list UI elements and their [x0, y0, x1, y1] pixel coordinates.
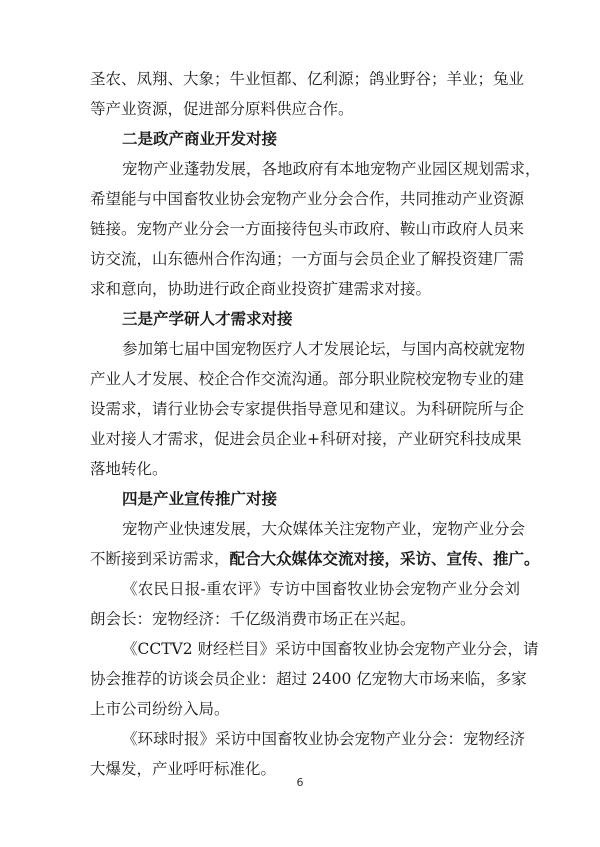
body-line: 参加第七届中国宠物医疗人才发展论坛，与国内高校就宠物	[122, 340, 526, 358]
body-line: 圣农、凤翔、大象；牛业恒都、亿利源；鸽业野谷；羊业；兔业	[90, 70, 525, 88]
body-line: 宠物产业蓬勃发展，各地政府有本地宠物产业园区规划需求，	[122, 160, 541, 178]
emphasis-text: 配合大众媒体交流对接，采访、宣传、推广。	[229, 550, 540, 568]
body-line	[90, 549, 540, 569]
body-line: 大爆发，产业呼吁标准化。	[90, 760, 277, 778]
body-line	[122, 639, 539, 659]
section-heading: 四是产业宣传推广对接	[122, 490, 278, 508]
body-line: 产业人才发展、校企合作交流沟通。部分职业院校宠物专业的建	[90, 370, 525, 388]
page-number: 6	[296, 776, 304, 789]
media-title: 《环球时报》	[122, 730, 216, 748]
body-line: 落地转化。	[90, 460, 168, 478]
body-line: 等产业资源，促进部分原料供应合作。	[90, 100, 354, 118]
body-text: 采访中国畜牧业协会宠物产业分会，请	[275, 640, 539, 658]
body-text: 专访中国畜牧业协会宠物产业分会刘	[268, 580, 520, 598]
body-line: 链接。宠物产业分会一方面接待包头市政府、鞍山市政府人员来	[90, 220, 525, 238]
body-line	[122, 579, 520, 599]
media-title: 《农民日报-重农评》	[122, 580, 269, 598]
body-line	[122, 729, 526, 749]
body-line: 宠物产业快速发展，大众媒体关注宠物产业，宠物产业分会	[122, 520, 526, 538]
body-line: 业对接人才需求，促进会员企业+科研对接，产业研究科技成果	[90, 430, 522, 448]
body-line: 设需求，请行业协会专家提供指导意见和建议。为科研院所与企	[90, 400, 525, 418]
section-heading: 三是产学研人才需求对接	[122, 310, 293, 328]
body-text: 采访中国畜牧业协会宠物产业分会：宠物经济	[215, 730, 526, 748]
body-line: 协会推荐的访谈会员企业：超过 2400 亿宠物大市场来临，多家	[90, 670, 527, 688]
body-line: 朗会长：宠物经济：千亿级消费市场正在兴起。	[90, 610, 416, 628]
body-line: 访交流，山东德州合作沟通；一方面与会员企业了解投资建厂需	[90, 250, 525, 268]
body-text: 不断接到采访需求，	[90, 550, 230, 568]
body-line: 上市公司纷纷入局。	[90, 700, 230, 718]
section-heading: 二是政产商业开发对接	[122, 130, 278, 148]
media-title: 《CCTV2 财经栏目》	[122, 640, 276, 658]
body-line: 希望能与中国畜牧业协会宠物产业分会合作，共同推动产业资源	[90, 190, 525, 208]
body-line: 求和意向，协助进行政企商业投资扩建需求对接。	[90, 280, 432, 298]
